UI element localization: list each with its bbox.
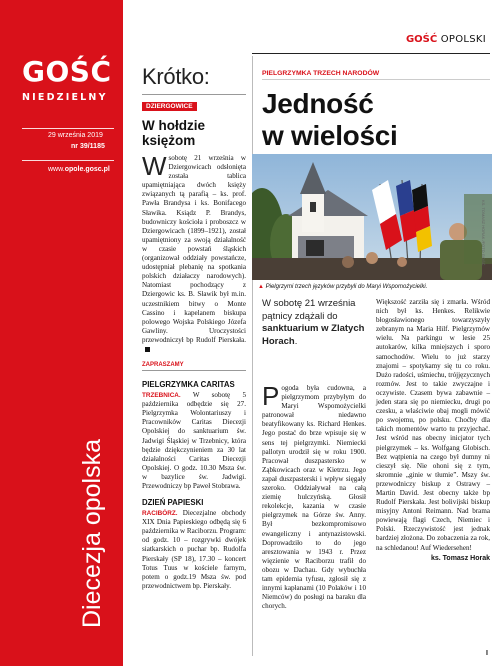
logo-niedzielny: NIEDZIELNY <box>22 92 108 103</box>
invite-tag: ZAPRASZAMY <box>142 362 184 369</box>
brief-headline: DZIEŃ PAPIESKI <box>142 498 204 508</box>
article-author: ks. Tomasz Horak <box>430 554 490 562</box>
page-number: I <box>486 650 488 657</box>
diocese-title: Diecezja opolska <box>78 439 106 628</box>
article-lead: W sobotę 21 września pątnicy zdążali do sanktuarium w Zlatych Horach. <box>262 298 365 347</box>
article-body: Większość zarziła się i zmarła. Wśród nich był ks. Henkes. Relikwie błogosławionego towarzyszyły zebranym na Maria Hilf. Pielgrzymów wielu. Na parkingu w lesie 25 autokarów, kilka mniejszych i sporo samochodów. Wielu to już starzy znajomi – spotykamy się tu co roku. Dużo radości, uśmiechu, trójjęzycznych rozmów. Jest to takie zwyczajne i oczywiste. Czasem bywa zabawnie – jeden stara się po niemiecku, drugi po czesku, a właściwie obaj mogli mówić po swojemu, po polsku. Choćby dla takich momentów warto tu przyjechać. Jest wśród nas obecny inicjator tych pielgrzymek – ks. Wolfgang Globisch. Bez wątpienia na czego był dumny ni cieszył się. Nie ohoni się z tym, skromnie „ginie w tłumie”. Mszy św. przewodniczy biskup z Ostrawy – Martin David. Jest obecny także bp Rudolf Pierskała. Jest bolivijski biskup misyjny Antoni Reimann. Nad brama powiewają flagi Czech, Niemiec i Polski. Rzeczywistość jest jednak bardziej złożona. Do zobaczenia za rok, na schledanou! Auf Wiedersehen! <box>376 298 490 552</box>
brief-column <box>142 64 246 591</box>
brief-body: TRZEBNICA. W sobotę 5 października odbędzie się 27. Pielgrzymka Wolontariuszy i Pracowników Caritas Diecezji Opolskiej do sanktuarium św. Jadwigi Śląskiej w Trzebnicy, która będzie dziękczynieniem za 30 lat działalności Caritas Diecezji Opolskiej. O godz. 10.30 Msza św. w bazylice św. Jadwigi. Przewodniczy bp Paweł Stobrawa. <box>142 391 246 490</box>
sidebar-divider <box>22 128 114 129</box>
website-link[interactable]: www.opole.gosc.pl <box>48 166 110 173</box>
photo-credit: KS. TOMASZ HORAK /FOTO GOŚĆ <box>481 200 486 266</box>
issue-number: nr 39/1185 <box>71 143 105 150</box>
sidebar-masthead <box>0 0 123 666</box>
brief-body: Wsobotę 21 września w Dziergowicach odsłonięta została tablica upamiętniająca dwóch księży związanych tą parafią – ks. prof. Pawła Brandysa i ks. Bonifacego Sławika. Ksiądz P. Brandys, budowniczy kościoła i proboszcz w Dziergowicach (1899–1921), został upamiętniony za swoją działalność w czasie powstań śląskich (organizował oddziały powstańcze, udostępniał plebanię na spotkania polskich działaczy narodowych). Natomiast pochodzący z Dziergowic ks. B. Sławik był m.in. uczestnikiem bitwy o Monte Cassino i kapelanem biskupa polowego Wojska Polskiego Józefa Gawliny. Uroczystości przewodniczył bp Rudolf Pierskała. <box>142 154 246 354</box>
edition-header: GOŚĆ OPOLSKI <box>405 34 486 45</box>
article-title: Jedność w wielości <box>262 88 398 151</box>
logo-gosc: GOŚĆ <box>22 55 112 88</box>
article-column-2 <box>376 298 490 562</box>
dropcap: W <box>142 151 167 181</box>
section-title: Krótko: <box>142 64 210 89</box>
article-body: Pogoda była cudowna, a pielgrzymom przybyłym do Maryi Wspomożycielki patronował niedawno beatyfikowany ks. Richard Henkes. Jego postać do brze wpisuje się w sens tej pielgrzymki. Niemiecki pallotyn urodził się w roku 1900. Pracował duszpastersko w Ząbkowicach oraz w Kietrzu. Jego zapał duszpasterski i wpływ sięgały szeroko. Oddziaływał na całą ziemię hulczyńską. Głosił rekolekcje, kazania w czasie pielgrzymek na Górze św. Anny. Był bezkompromisowo ewangeliczny i antynazistowski. Doprowadziło to do jego aresztowania w 1943 r. Przez więzienie w Raciborzu trafił do obozu w Dachau. Gdy wybuchła tam epidemia tyfusu, zgłosił się z innymi kapłanami (10 Polaków i 10 Niemców) do posługi na baraku dla chorych. <box>262 381 366 611</box>
section-rule <box>142 94 246 95</box>
header-rule <box>252 53 490 54</box>
column-divider <box>252 56 253 656</box>
kicker-rule <box>262 79 490 80</box>
issue-date: 29 września 2019 <box>48 132 103 139</box>
brief-headline: PIELGRZYMKA CARITAS <box>142 380 235 390</box>
article-kicker: PIELGRZYMKA TRZECH NARODÓW <box>262 70 380 77</box>
article-photo <box>252 154 492 280</box>
end-mark <box>145 347 150 352</box>
brief-headline: W hołdzie księżom <box>142 118 205 148</box>
brief-body: RACIBÓRZ. Diecezjalne obchody XIX Dnia Papieskiego odbędą się 6 października w Raciborzu. Program: od godz. 10 – rozgrywki dwójek siatkarskich o puchar bp. Rudolfa Pierskały (SP 18), 17.30 – koncert Totus Tuus w kościele farnym, potem o godz.19 Msza św. pod przewodnictwem bp. Pierskały. <box>142 509 247 590</box>
sidebar-divider <box>22 160 114 161</box>
article-column-1 <box>262 381 366 611</box>
section-rule <box>142 370 246 371</box>
dropcap: P <box>262 381 280 411</box>
location-tag: DZIERGOWICE <box>142 102 197 111</box>
photo-caption: ▲ Pielgrzymi trzech języków przybyli do Maryi Wspomożycielki. <box>258 284 428 290</box>
